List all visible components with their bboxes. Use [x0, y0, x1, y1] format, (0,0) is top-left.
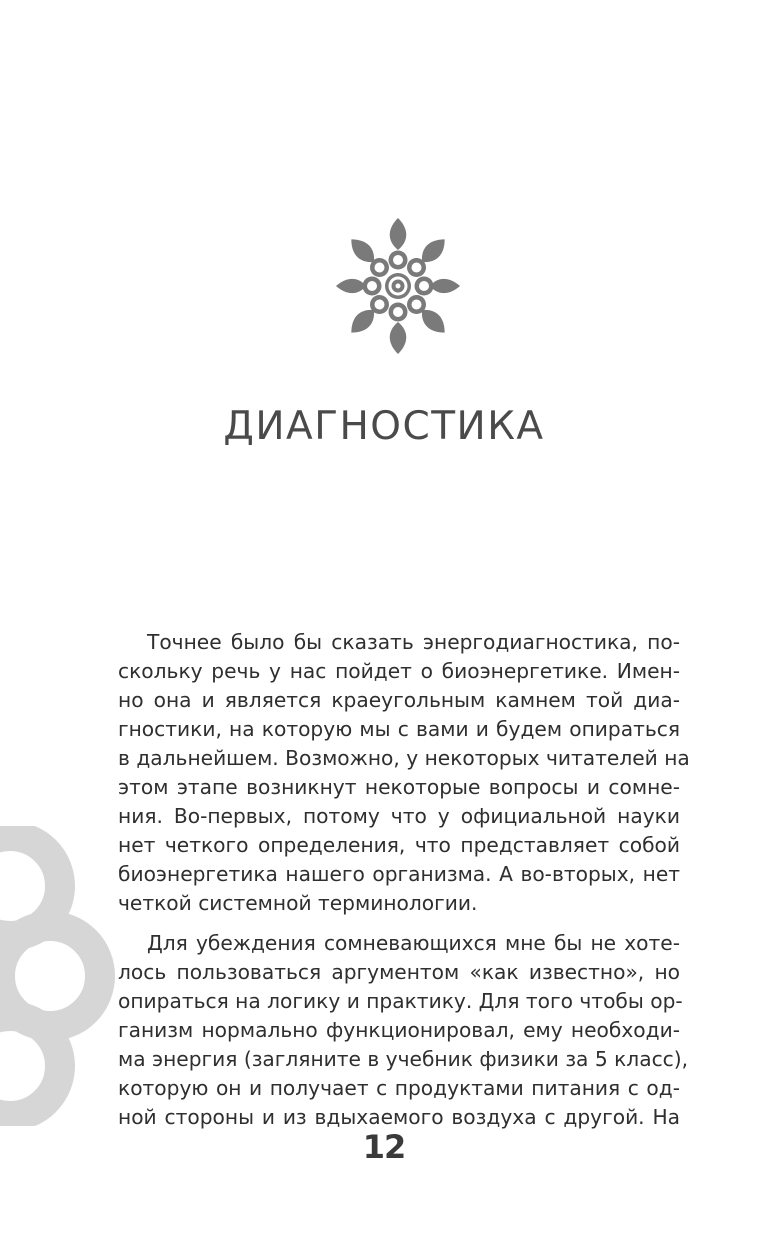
text-line: в дальнейшем. Возможно, у некоторых читателей на	[118, 746, 690, 770]
mandala-center	[385, 273, 411, 299]
text-line: четкой системной терминологии.	[118, 891, 478, 915]
text-line: этом этапе возникнут некоторые вопросы и сомне-	[118, 775, 680, 799]
text-line: но она и является краеугольным камнем той диа-	[118, 688, 680, 712]
text-line: которую он и получает с продуктами питания с од-	[118, 1076, 680, 1100]
knot-ornament-icon	[0, 826, 130, 1126]
text-line: опираться на логику и практику. Для того чтобы ор-	[118, 989, 683, 1013]
text-line: ния. Во-первых, потому что у официальной науки	[118, 804, 680, 828]
page-number: 12	[362, 1128, 406, 1166]
text-line: Для убеждения сомневающихся мне бы не хоте-	[147, 931, 680, 955]
text-line: ма энергия (загляните в учебник физики за 5 класс),	[118, 1047, 689, 1071]
text-line: ганизм нормально функционировал, ему необходи-	[118, 1018, 680, 1042]
paragraph-1	[118, 628, 690, 918]
text-line: нет четкого определения, что представляет собой	[118, 833, 680, 857]
text-line: ной стороны и из вдыхаемого воздуха с другой. На	[118, 1105, 680, 1129]
mandala-flower-icon	[333, 216, 463, 356]
text-line: Точнее было бы сказать энергодиагностика, по-	[147, 630, 680, 654]
text-line: лось пользоваться аргументом «как известно», но	[118, 960, 680, 984]
text-line: скольку речь у нас пойдет о биоэнергетике. Имен-	[118, 659, 680, 683]
text-line: гностики, на которую мы с вами и будем опираться	[118, 717, 680, 741]
text-line: биоэнергетика нашего организма. А во-вторых, нет	[118, 862, 680, 886]
paragraph-2	[118, 929, 689, 1132]
body-text	[118, 628, 690, 1132]
chapter-title: ДИАГНОСТИКА	[223, 404, 545, 450]
